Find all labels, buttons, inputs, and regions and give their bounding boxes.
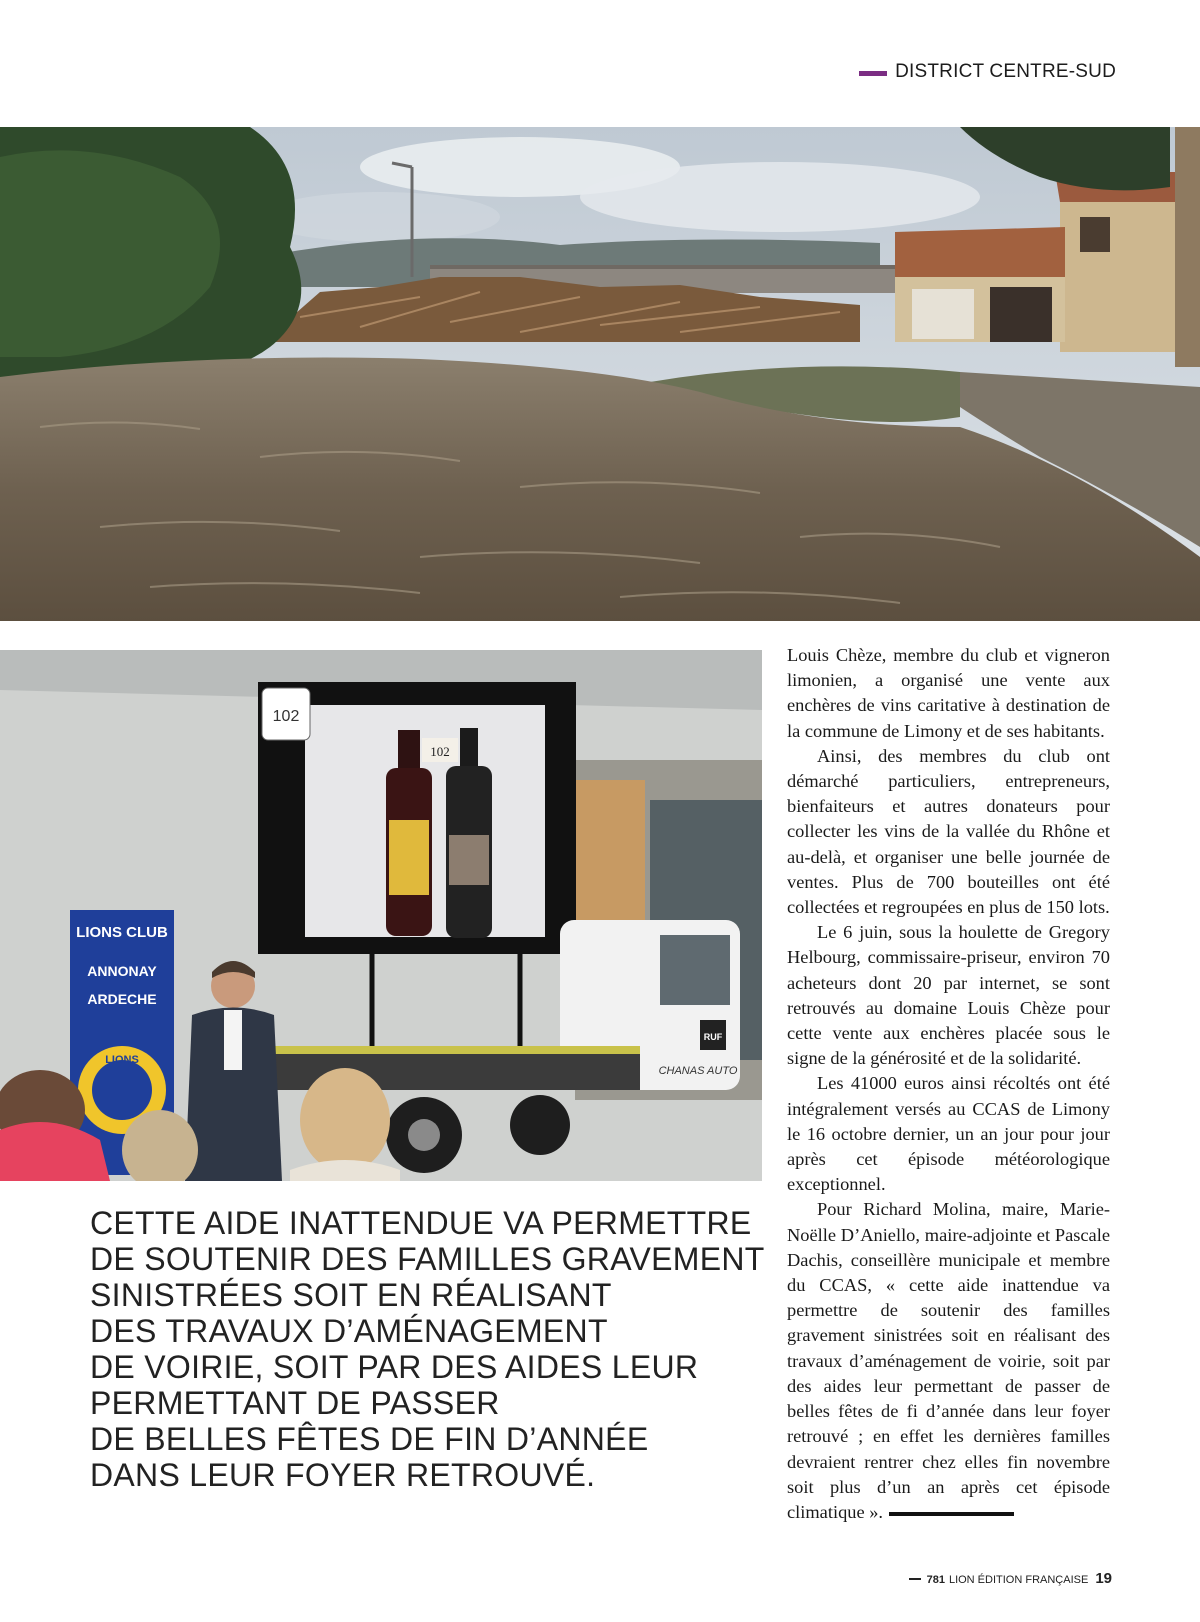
paragraph-text: Le 6 juin, sous la houlette de Gregory Helbourg, commissaire-priseur, environ 70 acheteurs dont 20 par internet, se sont retrouvés au domaine Louis Chèze pour cette vente aux enchères placée sous le signe de la générosité et de la solidarité.	[787, 922, 1110, 1069]
auction-photo	[0, 650, 762, 1181]
banner-line1: LIONS CLUB	[76, 924, 168, 941]
article-paragraph	[787, 744, 1110, 920]
truck-logo: RUF	[703, 1032, 723, 1042]
banner-line3: ARDECHE	[87, 991, 157, 1007]
section-tag	[859, 61, 1116, 83]
page-footer	[909, 1570, 1112, 1587]
pull-quote-line: CETTE AIDE INATTENDUE VA PERMETTRE	[90, 1205, 752, 1241]
section-title: DISTRICT CENTRE-SUD	[895, 61, 1116, 82]
publication-name: LION ÉDITION FRANÇAISE	[948, 1574, 1089, 1586]
article-paragraph	[787, 1071, 1110, 1197]
flood-scene	[0, 127, 1200, 621]
paragraph-text: Louis Chèze, membre du club et vigneron limonien, a organisé une vente aux enchères de vins caritative à destination de la commune de Limony et de ses habitants.	[787, 645, 1110, 741]
paragraph-text: Ainsi, des membres du club ont démarché particuliers, entrepreneurs, bienfaiteurs et autres donateurs pour collecter les vins de la vallée du Rhône et au-delà, et organiser une belle journée de ventes. Plus de 700 bouteilles ont été collectées et regroupées en plus de 150 lots.	[787, 745, 1110, 918]
paragraph-text: Les 41000 euros ainsi récoltés ont été intégralement versés au CCAS de Limony le 16 octobre dernier, un an jour pour jour après cet épisode météorologique exceptionnel.	[787, 1073, 1110, 1195]
article-paragraph	[787, 1197, 1110, 1525]
article-paragraph	[787, 643, 1110, 744]
pull-quote-line: PERMETTANT DE PASSER	[90, 1385, 500, 1421]
pull-quote-line: DE SOUTENIR DES FAMILLES GRAVEMENT	[90, 1241, 765, 1277]
issue-number: 781	[926, 1574, 945, 1586]
pull-quote-line: SINISTRÉES SOIT EN RÉALISANT	[90, 1277, 612, 1313]
pull-quote-line: DE BELLES FÊTES DE FIN D’ANNÉE	[90, 1421, 649, 1457]
article-end-mark	[889, 1512, 1014, 1516]
article-paragraph	[787, 920, 1110, 1071]
auction-scene	[0, 650, 762, 1181]
pull-quote	[90, 1205, 770, 1493]
lot-tag: 102	[430, 744, 450, 759]
footer-dash	[909, 1578, 921, 1580]
logo-text: LIONS	[105, 1054, 139, 1066]
lot-number: 102	[272, 708, 300, 725]
paragraph-text: Pour Richard Molina, maire, Marie-Noëlle D’Aniello, maire-adjointe et Pascale Dachis, conseillère municipale et membre du CCAS, « cette aide inattendue va permettre de soutenir des familles gravement sinistrées soit en réalisant des travaux d’aménagement de voirie, soit par des aides leur permettant de passer de belles fêtes de fi d’année dans leur foyer retrouvé ; en effet les dernières familles devraient rentrer chez elles fin novembre soit plus d’un an après cet épisode climatique ».	[787, 1199, 1110, 1522]
article-body	[787, 643, 1110, 1525]
page-number: 19	[1095, 1570, 1112, 1587]
pull-quote-line: DANS LEUR FOYER RETROUVÉ.	[90, 1457, 596, 1493]
section-accent-bar	[859, 71, 887, 76]
flood-photo	[0, 127, 1200, 621]
banner-line2: ANNONAY	[87, 963, 157, 979]
pull-quote-line: DE VOIRIE, SOIT PAR DES AIDES LEUR	[90, 1349, 699, 1385]
pull-quote-line: DES TRAVAUX D’AMÉNAGEMENT	[90, 1313, 608, 1349]
truck-text: CHANAS AUTO	[658, 1065, 738, 1077]
